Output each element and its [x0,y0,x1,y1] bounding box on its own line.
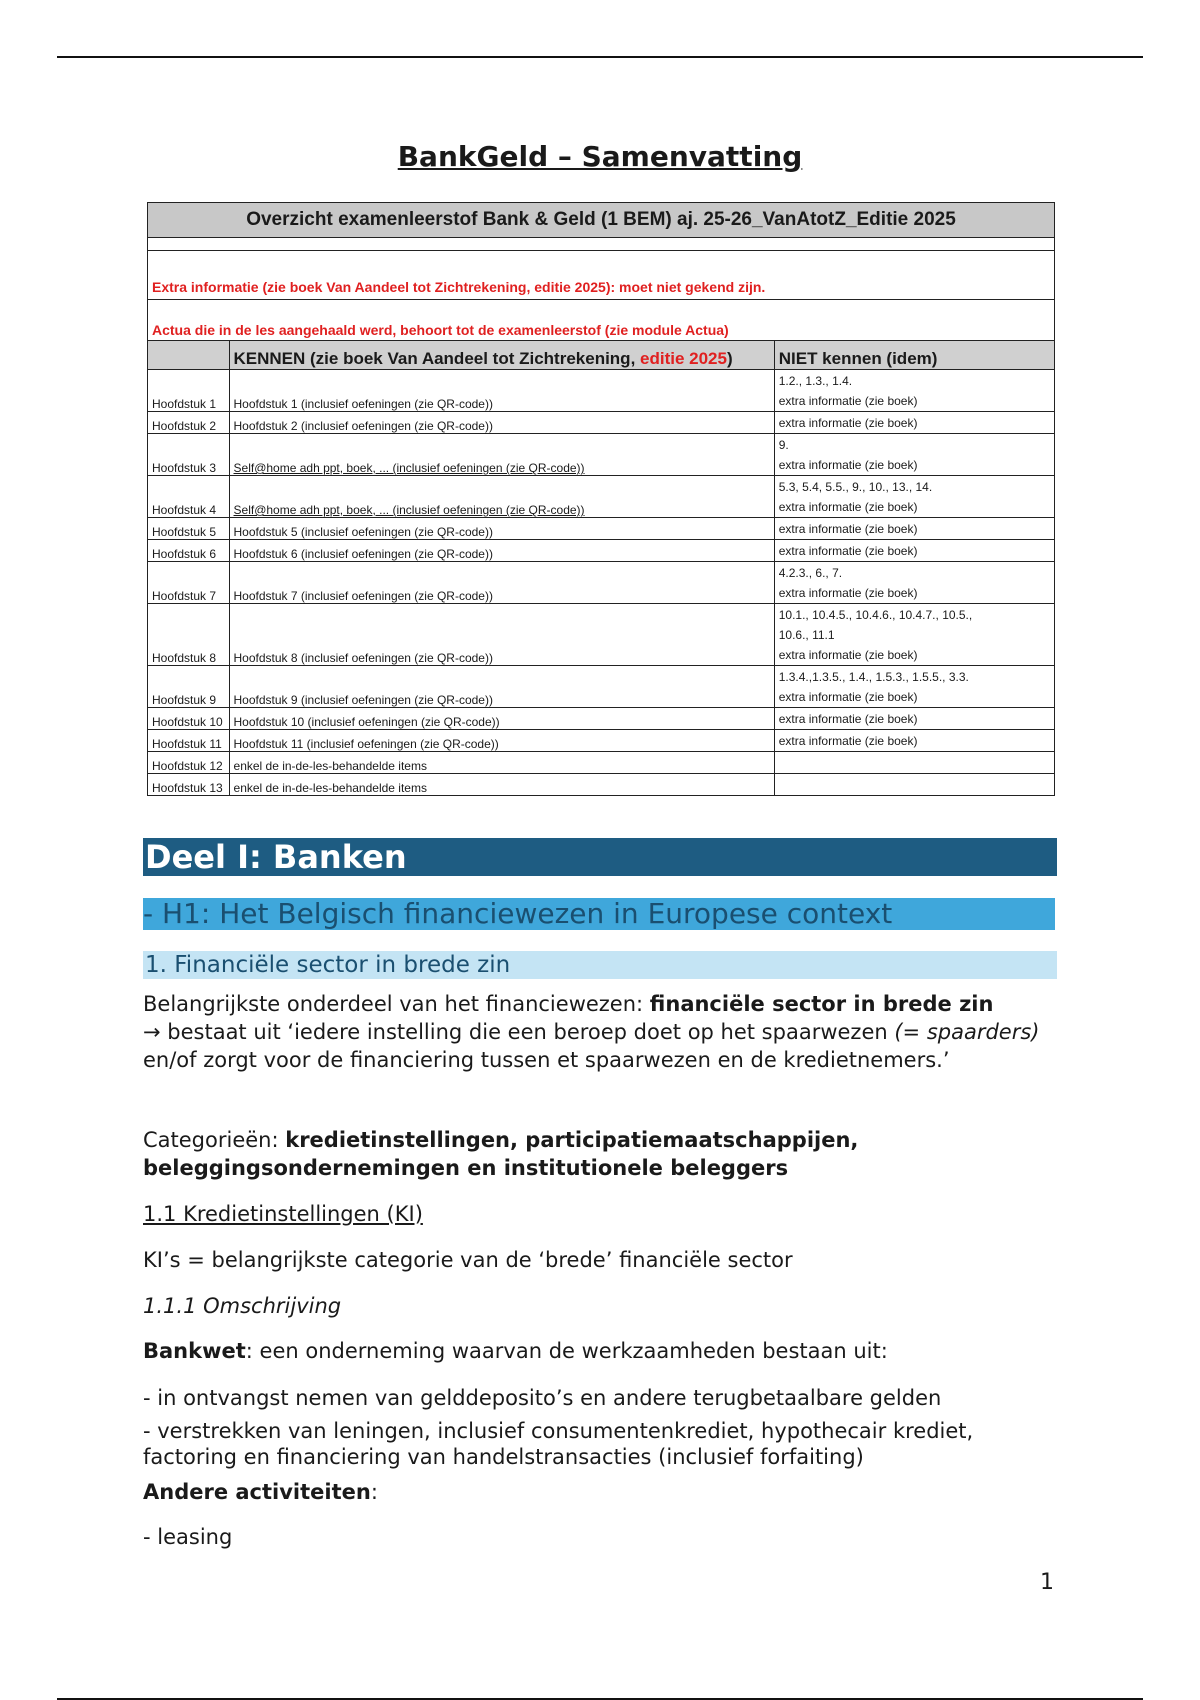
overview-niet-line: 10.1., 10.4.5., 10.4.6., 10.4.7., 10.5., [778,608,973,622]
overview-niet-line: 1.3.4.,1.3.5., 1.4., 1.5.3., 1.5.5., 3.3. [778,670,969,684]
overview-niet-cell [774,666,1054,708]
overview-chapter-cell: Hoofdstuk 4 [148,476,230,518]
overview-niet-line: extra informatie (zie boek) [778,416,918,430]
overview-chapter-cell: Hoofdstuk 10 [148,708,230,730]
overview-niet-cell [774,730,1054,752]
overview-row [148,562,1055,604]
overview-niet-line: extra informatie (zie boek) [778,544,918,558]
overview-kennen-cell: Self@home adh ppt, boek, ... (inclusief oefeningen (zie QR-code)) [229,434,774,476]
overview-row [148,540,1055,562]
overview-note-extra: Extra informatie (zie boek Van Aandeel tot Zichtrekening, editie 2025): moet niet gekend zijn. [148,251,1055,300]
overview-blank-row [148,238,1055,251]
overview-niet-cell [774,412,1054,434]
paragraph-ki: KI’s = belangrijkste categorie van de ‘brede’ financiële sector [143,1248,793,1272]
overview-niet-line: extra informatie (zie boek) [778,458,918,472]
overview-niet-cell [774,752,1054,774]
list-item: - verstrekken van leningen, inclusief consumentenkrediet, hypothecair krediet, factoring en financiering van handelstransacties (inclusief forfaiting) [143,1419,974,1469]
overview-row [148,730,1055,752]
overview-niet-line: 5.3, 5.4, 5.5., 9., 10., 13., 14. [778,480,933,494]
overview-chapter-cell: Hoofdstuk 8 [148,604,230,666]
overview-row [148,370,1055,412]
overview-table [147,202,1055,796]
document-title: BankGeld – Samenvatting [397,140,803,173]
overview-row [148,708,1055,730]
overview-kennen-cell: Hoofdstuk 2 (inclusief oefeningen (zie QR-code)) [229,412,774,434]
overview-niet-cell [774,562,1054,604]
overview-chapter-cell: Hoofdstuk 9 [148,666,230,708]
overview-kennen-cell: Self@home adh ppt, boek, ... (inclusief oefeningen (zie QR-code)) [229,476,774,518]
overview-chapter-cell: Hoofdstuk 13 [148,774,230,796]
overview-row [148,604,1055,666]
overview-niet-line: extra informatie (zie boek) [778,394,918,408]
overview-row [148,752,1055,774]
overview-niet-line: 9. [778,438,789,452]
overview-colhead-niet: NIET kennen (idem) [774,341,1054,370]
overview-chapter-cell: Hoofdstuk 5 [148,518,230,540]
deel-heading: Deel I: Banken [143,838,1057,876]
overview-kennen-cell: Hoofdstuk 9 (inclusief oefeningen (zie QR-code)) [229,666,774,708]
list-item: - leasing [143,1525,233,1549]
overview-row [148,412,1055,434]
page-number: 1 [1040,1570,1054,1595]
overview-niet-cell [774,774,1054,796]
overview-chapter-cell: Hoofdstuk 6 [148,540,230,562]
overview-kennen-cell: Hoofdstuk 1 (inclusief oefeningen (zie QR-code)) [229,370,774,412]
overview-niet-cell [774,604,1054,666]
overview-niet-cell [774,540,1054,562]
overview-colhead-empty [148,341,230,370]
overview-kennen-cell: Hoofdstuk 5 (inclusief oefeningen (zie QR-code)) [229,518,774,540]
overview-note-actua: Actua die in de les aangehaald werd, behoort tot de examenleerstof (zie module Actua) [148,300,1055,341]
paragraph-bankwet: Bankwet: een onderneming waarvan de werkzaamheden bestaan uit: [143,1339,888,1363]
overview-niet-line: 4.2.3., 6., 7. [778,566,843,580]
paragraph-intro: Belangrijkste onderdeel van het financiewezen: financiële sector in brede zin → bestaat uit ‘iedere instelling die een beroep doet op het spaarwezen (= spaarders) en/of zorgt voor de financiering tussen et spaarwezen en de kredietnemers.’ [143,992,1040,1072]
overview-row [148,476,1055,518]
section-heading: 1. Financiële sector in brede zin [143,951,1057,979]
overview-chapter-cell: Hoofdstuk 1 [148,370,230,412]
top-rule [57,56,1143,58]
overview-niet-line: 10.6., 11.1 [778,628,835,642]
overview-kennen-cell: enkel de in-de-les-behandelde items [229,752,774,774]
overview-kennen-cell: Hoofdstuk 8 (inclusief oefeningen (zie QR-code)) [229,604,774,666]
overview-niet-line: extra informatie (zie boek) [778,734,918,748]
overview-niet-line: extra informatie (zie boek) [778,500,918,514]
chapter-heading: - H1: Het Belgisch financiewezen in Europese context [143,898,1055,930]
overview-chapter-cell: Hoofdstuk 3 [148,434,230,476]
overview-row [148,774,1055,796]
paragraph-categories: Categorieën: kredietinstellingen, participatiemaatschappijen, beleggingsondernemingen en institutionele beleggers [143,1128,859,1180]
overview-row [148,518,1055,540]
overview-kennen-cell: Hoofdstuk 10 (inclusief oefeningen (zie QR-code)) [229,708,774,730]
subsubsection-heading: 1.1.1 Omschrijving [143,1294,342,1318]
overview-header: Overzicht examenleerstof Bank & Geld (1 BEM) aj. 25-26_VanAtotZ_Editie 2025 [148,203,1055,238]
overview-niet-cell [774,434,1054,476]
overview-kennen-cell: Hoofdstuk 11 (inclusief oefeningen (zie QR-code)) [229,730,774,752]
overview-niet-line: extra informatie (zie boek) [778,586,918,600]
overview-niet-cell [774,518,1054,540]
overview-niet-line: 1.2., 1.3., 1.4. [778,374,853,388]
overview-niet-line: extra informatie (zie boek) [778,648,918,662]
overview-niet-line: extra informatie (zie boek) [778,712,918,726]
overview-chapter-cell: Hoofdstuk 11 [148,730,230,752]
overview-kennen-cell: Hoofdstuk 6 (inclusief oefeningen (zie QR-code)) [229,540,774,562]
overview-niet-cell [774,476,1054,518]
overview-colhead-kennen: KENNEN (zie boek Van Aandeel tot Zichtrekening, editie 2025) [229,341,774,370]
overview-niet-line: extra informatie (zie boek) [778,522,918,536]
overview-chapter-cell: Hoofdstuk 7 [148,562,230,604]
overview-chapter-cell: Hoofdstuk 2 [148,412,230,434]
overview-niet-cell [774,370,1054,412]
overview-niet-cell [774,708,1054,730]
overview-kennen-cell: Hoofdstuk 7 (inclusief oefeningen (zie QR-code)) [229,562,774,604]
subsection-heading: 1.1 Kredietinstellingen (KI) [143,1202,423,1226]
overview-row [148,434,1055,476]
paragraph-andere: Andere activiteiten: [143,1480,378,1504]
overview-niet-line: extra informatie (zie boek) [778,690,918,704]
overview-row [148,666,1055,708]
overview-chapter-cell: Hoofdstuk 12 [148,752,230,774]
list-item: - in ontvangst nemen van gelddeposito’s en andere terugbetaalbare gelden [143,1386,942,1410]
overview-kennen-cell: enkel de in-de-les-behandelde items [229,774,774,796]
